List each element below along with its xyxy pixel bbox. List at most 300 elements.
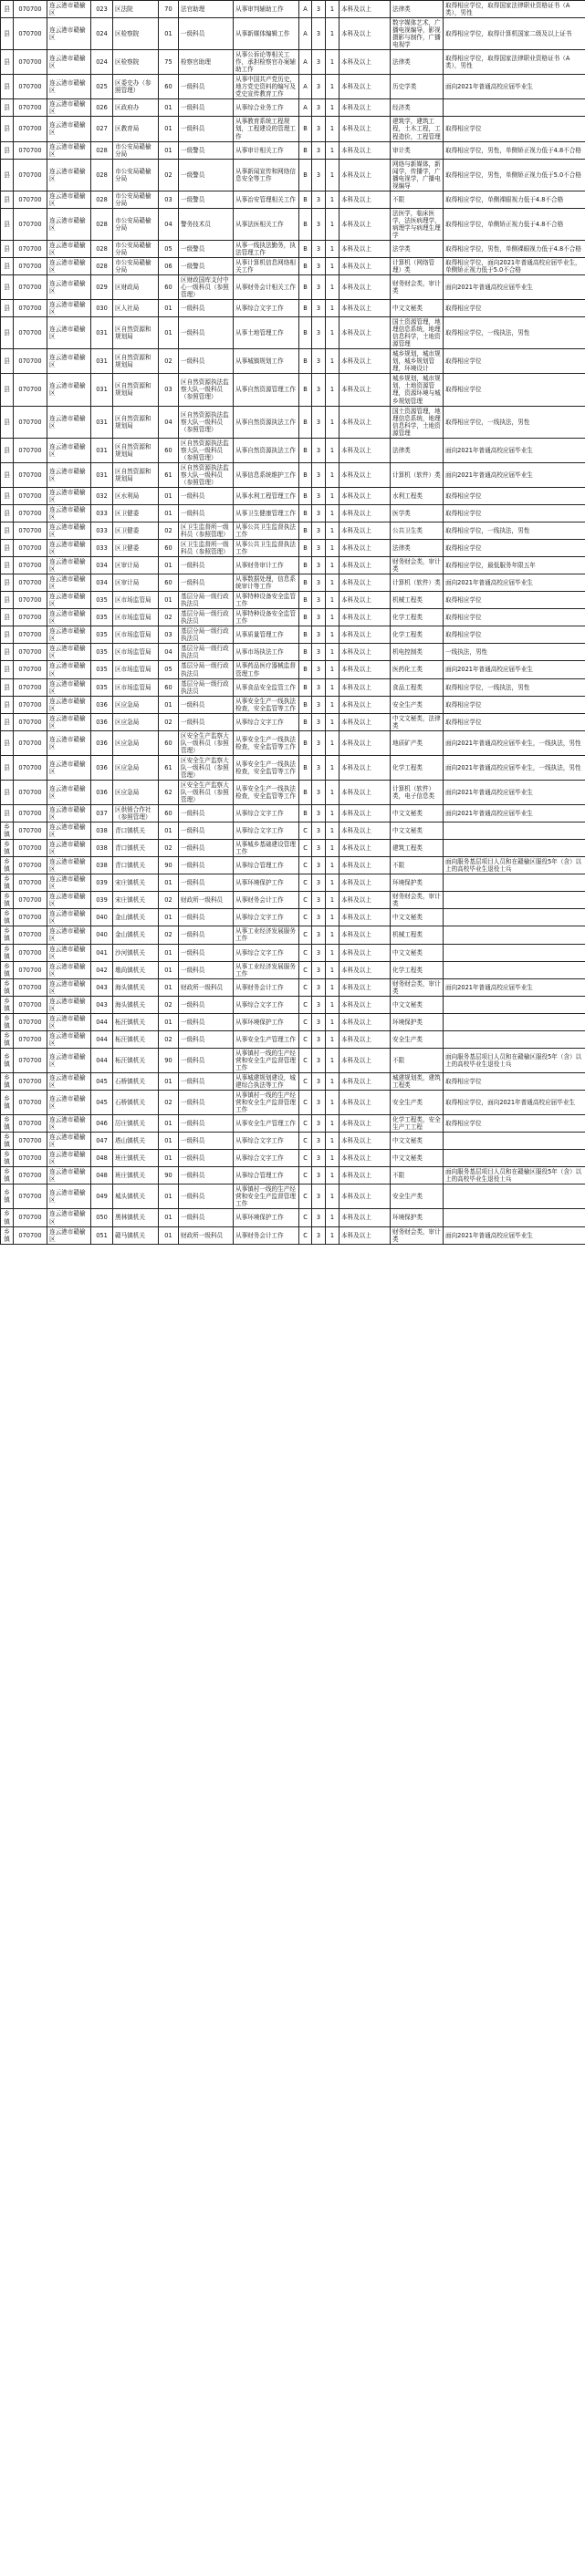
position-code-cell: 60 — [159, 730, 179, 755]
exam-category-cell: B — [299, 191, 312, 208]
major-cell: 中文文秘类 — [391, 1133, 444, 1150]
other-requirements-cell — [444, 874, 585, 892]
quota-cell: 1 — [326, 1, 340, 18]
level-cell: 乡镇 — [1, 1013, 14, 1030]
unit-name-cell: 市公安局赣榆分局 — [113, 257, 159, 274]
position-code-cell: 01 — [159, 557, 179, 574]
position-name-cell: 一级科员 — [179, 1091, 234, 1115]
region-name-cell: 连云港市赣榆区 — [47, 730, 91, 755]
level-cell: 县 — [1, 696, 14, 713]
region-name-cell: 连云港市赣榆区 — [47, 99, 91, 117]
job-description-cell: 从事新媒体编辑工作 — [234, 18, 299, 50]
ratio-cell: 3 — [312, 944, 326, 961]
unit-name-cell: 区市场监管局 — [113, 644, 159, 661]
quota-cell: 1 — [326, 462, 340, 487]
ratio-cell: 3 — [312, 487, 326, 504]
table-row — [1, 661, 585, 678]
quota-cell: 1 — [326, 300, 340, 317]
level-cell: 县 — [1, 644, 14, 661]
education-cell: 本科及以上 — [340, 857, 391, 874]
region-name-cell: 连云港市赣榆区 — [47, 300, 91, 317]
position-name-cell: 区自然资源执法监察大队一级科员（参照管理） — [179, 406, 234, 438]
table-row — [1, 1091, 585, 1115]
other-requirements-cell: 取得相应学位，一线执法，男性 — [444, 678, 585, 696]
level-cell: 县 — [1, 240, 14, 257]
unit-code-cell: 026 — [91, 99, 113, 117]
ratio-cell: 3 — [312, 574, 326, 592]
unit-name-cell: 宋庄镇机关 — [113, 892, 159, 909]
ratio-cell: 3 — [312, 18, 326, 50]
job-description-cell: 从事安全生产一线执法检查，安全监管等工作 — [234, 780, 299, 804]
quota-cell: 1 — [326, 609, 340, 626]
unit-code-cell: 025 — [91, 75, 113, 99]
other-requirements-cell: 面向服务基层项目人员和在赣榆区服役5年（含）以上的高校毕业生退役士兵 — [444, 1048, 585, 1072]
position-code-cell: 02 — [159, 522, 179, 539]
job-description-cell: 从事综合文字工作 — [234, 909, 299, 926]
job-description-cell: 从事计算机信息网络相关工作 — [234, 257, 299, 274]
unit-code-cell: 044 — [91, 1013, 113, 1030]
unit-code-cell: 043 — [91, 978, 113, 996]
unit-code-cell: 039 — [91, 874, 113, 892]
education-cell: 本科及以上 — [340, 755, 391, 780]
region-code-cell: 070700 — [14, 840, 47, 857]
region-name-cell: 连云港市赣榆区 — [47, 926, 91, 944]
education-cell: 本科及以上 — [340, 300, 391, 317]
education-cell: 本科及以上 — [340, 349, 391, 374]
quota-cell: 1 — [326, 159, 340, 191]
position-code-cell: 90 — [159, 1048, 179, 1072]
position-name-cell: 一级科员 — [179, 1150, 234, 1167]
education-cell: 本科及以上 — [340, 1, 391, 18]
exam-category-cell: B — [299, 805, 312, 822]
position-name-cell: 一级科员 — [179, 1185, 234, 1209]
ratio-cell: 3 — [312, 755, 326, 780]
unit-code-cell: 028 — [91, 257, 113, 274]
position-code-cell: 02 — [159, 1030, 179, 1048]
table-row — [1, 257, 585, 274]
unit-name-cell: 市公安局赣榆分局 — [113, 240, 159, 257]
region-code-cell: 070700 — [14, 1115, 47, 1133]
exam-category-cell: B — [299, 159, 312, 191]
unit-name-cell: 班庄镇机关 — [113, 1167, 159, 1185]
table-row — [1, 1048, 585, 1072]
unit-name-cell: 区政府办 — [113, 99, 159, 117]
quota-cell: 1 — [326, 944, 340, 961]
education-cell: 本科及以上 — [340, 1167, 391, 1185]
education-cell: 本科及以上 — [340, 996, 391, 1013]
table-row — [1, 857, 585, 874]
other-requirements-cell: 取得相应学位 — [444, 609, 585, 626]
job-description-cell: 从事城建规划建设，城建综合执法等工作 — [234, 1072, 299, 1090]
quota-cell: 1 — [326, 487, 340, 504]
job-description-cell: 从事综合管理工作 — [234, 857, 299, 874]
level-cell: 县 — [1, 574, 14, 592]
ratio-cell: 3 — [312, 141, 326, 159]
other-requirements-cell: 面向2021年普通高校应届毕业生 — [444, 275, 585, 300]
major-cell: 计算机（软件）类 — [391, 574, 444, 592]
exam-category-cell: B — [299, 696, 312, 713]
unit-code-cell: 045 — [91, 1091, 113, 1115]
region-code-cell: 070700 — [14, 557, 47, 574]
major-cell: 食品工程类 — [391, 678, 444, 696]
unit-code-cell: 028 — [91, 240, 113, 257]
region-name-cell: 连云港市赣榆区 — [47, 661, 91, 678]
unit-code-cell: 031 — [91, 462, 113, 487]
major-cell: 化学工程类 — [391, 755, 444, 780]
other-requirements-cell: 取得相应学位，一线执法，男性 — [444, 406, 585, 438]
position-code-cell: 02 — [159, 1091, 179, 1115]
exam-category-cell: B — [299, 462, 312, 487]
position-code-cell: 61 — [159, 462, 179, 487]
quota-cell: 1 — [326, 406, 340, 438]
quota-cell: 1 — [326, 522, 340, 539]
ratio-cell: 3 — [312, 540, 326, 557]
exam-category-cell: C — [299, 1115, 312, 1133]
region-name-cell: 连云港市赣榆区 — [47, 18, 91, 50]
unit-code-cell: 044 — [91, 1048, 113, 1072]
position-code-cell: 60 — [159, 805, 179, 822]
position-code-cell: 01 — [159, 317, 179, 349]
education-cell: 本科及以上 — [340, 1048, 391, 1072]
ratio-cell: 3 — [312, 661, 326, 678]
position-name-cell: 区安全生产监察大队一级科员（参照管理） — [179, 730, 234, 755]
exam-category-cell: B — [299, 317, 312, 349]
other-requirements-cell: 取得相应学位，单侧矫正视力低于4.8不合格 — [444, 208, 585, 240]
education-cell: 本科及以上 — [340, 1133, 391, 1150]
exam-category-cell: C — [299, 1013, 312, 1030]
level-cell: 县 — [1, 1, 14, 18]
job-description-cell: 从事一线执法勤务，执法管理工作 — [234, 240, 299, 257]
region-code-cell: 070700 — [14, 117, 47, 141]
table-row — [1, 730, 585, 755]
job-description-cell: 从事综合文字工作 — [234, 944, 299, 961]
other-requirements-cell: 取得相应学位 — [444, 1115, 585, 1133]
exam-category-cell: B — [299, 574, 312, 592]
region-name-cell: 连云港市赣榆区 — [47, 1072, 91, 1090]
unit-code-cell: 037 — [91, 805, 113, 822]
unit-code-cell: 038 — [91, 857, 113, 874]
level-cell: 县 — [1, 300, 14, 317]
region-code-cell: 070700 — [14, 406, 47, 438]
region-name-cell: 连云港市赣榆区 — [47, 713, 91, 730]
region-code-cell: 070700 — [14, 438, 47, 462]
table-row — [1, 504, 585, 522]
ratio-cell: 3 — [312, 1091, 326, 1115]
position-code-cell: 60 — [159, 678, 179, 696]
level-cell: 县 — [1, 349, 14, 374]
exam-category-cell: B — [299, 438, 312, 462]
exam-category-cell: C — [299, 996, 312, 1013]
exam-category-cell: B — [299, 522, 312, 539]
major-cell: 城建规划类，建筑工程类 — [391, 1072, 444, 1090]
region-code-cell: 070700 — [14, 978, 47, 996]
level-cell: 县 — [1, 257, 14, 274]
other-requirements-cell: 面向2021年普通高校应届毕业生 — [444, 780, 585, 804]
position-name-cell: 一级警员 — [179, 240, 234, 257]
level-cell: 县 — [1, 626, 14, 644]
ratio-cell: 3 — [312, 240, 326, 257]
other-requirements-cell — [444, 1030, 585, 1048]
job-description-cell: 从事工业经济发展服务工作 — [234, 926, 299, 944]
position-code-cell: 01 — [159, 592, 179, 609]
unit-code-cell: 042 — [91, 961, 113, 978]
quota-cell: 1 — [326, 1013, 340, 1030]
region-name-cell: 连云港市赣榆区 — [47, 374, 91, 406]
quota-cell: 1 — [326, 840, 340, 857]
table-row — [1, 275, 585, 300]
table-row — [1, 822, 585, 840]
quota-cell: 1 — [326, 1209, 340, 1226]
quota-cell: 1 — [326, 1048, 340, 1072]
unit-code-cell: 028 — [91, 208, 113, 240]
major-cell: 环境保护类 — [391, 1209, 444, 1226]
level-cell: 县 — [1, 406, 14, 438]
region-code-cell: 070700 — [14, 257, 47, 274]
region-name-cell: 连云港市赣榆区 — [47, 574, 91, 592]
exam-category-cell: B — [299, 780, 312, 804]
major-cell: 城乡规划，城市规划，土地资源管理，资源环境与城乡规划管理 — [391, 374, 444, 406]
level-cell: 乡镇 — [1, 909, 14, 926]
education-cell: 本科及以上 — [340, 504, 391, 522]
quota-cell: 1 — [326, 926, 340, 944]
other-requirements-cell: 取得相应学位 — [444, 374, 585, 406]
position-name-cell: 区安全生产监察大队一级科员（参照管理） — [179, 780, 234, 804]
education-cell: 本科及以上 — [340, 1209, 391, 1226]
position-name-cell: 一级科员 — [179, 487, 234, 504]
major-cell: 水利工程类 — [391, 487, 444, 504]
exam-category-cell: B — [299, 504, 312, 522]
major-cell: 不限 — [391, 1167, 444, 1185]
job-description-cell: 从事综合文字工作 — [234, 1133, 299, 1150]
position-code-cell: 01 — [159, 1013, 179, 1030]
region-code-cell: 070700 — [14, 780, 47, 804]
ratio-cell: 3 — [312, 1133, 326, 1150]
position-name-cell: 一级科员 — [179, 300, 234, 317]
quota-cell: 1 — [326, 1030, 340, 1048]
position-code-cell: 61 — [159, 755, 179, 780]
ratio-cell: 3 — [312, 191, 326, 208]
unit-code-cell: 048 — [91, 1167, 113, 1185]
major-cell: 中文文秘类 — [391, 822, 444, 840]
region-name-cell: 连云港市赣榆区 — [47, 755, 91, 780]
level-cell: 县 — [1, 713, 14, 730]
unit-code-cell: 041 — [91, 944, 113, 961]
major-cell: 安全生产类 — [391, 1030, 444, 1048]
unit-code-cell: 030 — [91, 300, 113, 317]
level-cell: 乡镇 — [1, 857, 14, 874]
job-description-cell: 从事城乡基础建设管理工作 — [234, 840, 299, 857]
position-name-cell: 区财政国库支付中心一级科员（参照管理） — [179, 275, 234, 300]
unit-code-cell: 036 — [91, 713, 113, 730]
ratio-cell: 3 — [312, 805, 326, 822]
quota-cell: 1 — [326, 540, 340, 557]
major-cell: 化学工程类 — [391, 626, 444, 644]
level-cell: 乡镇 — [1, 944, 14, 961]
unit-code-cell: 045 — [91, 1072, 113, 1090]
quota-cell: 1 — [326, 822, 340, 840]
position-code-cell: 60 — [159, 75, 179, 99]
region-name-cell: 连云港市赣榆区 — [47, 696, 91, 713]
level-cell: 乡镇 — [1, 978, 14, 996]
region-name-cell: 连云港市赣榆区 — [47, 557, 91, 574]
position-code-cell: 02 — [159, 926, 179, 944]
quota-cell: 1 — [326, 696, 340, 713]
position-code-cell: 60 — [159, 540, 179, 557]
quota-cell: 1 — [326, 275, 340, 300]
major-cell: 化学工程类 — [391, 961, 444, 978]
unit-code-cell: 035 — [91, 592, 113, 609]
ratio-cell: 3 — [312, 822, 326, 840]
unit-name-cell: 赣马镇机关 — [113, 1226, 159, 1244]
quota-cell: 1 — [326, 661, 340, 678]
region-name-cell: 连云港市赣榆区 — [47, 892, 91, 909]
region-code-cell: 070700 — [14, 1072, 47, 1090]
education-cell: 本科及以上 — [340, 275, 391, 300]
major-cell: 不限 — [391, 191, 444, 208]
job-description-cell: 从事自然资源执法工作 — [234, 438, 299, 462]
unit-name-cell: 区市场监管局 — [113, 609, 159, 626]
other-requirements-cell: 取得相应学位 — [444, 626, 585, 644]
quota-cell: 1 — [326, 574, 340, 592]
major-cell: 数字媒体艺术，广播电视编导，影视摄影与制作，广播电视学 — [391, 18, 444, 50]
exam-category-cell: C — [299, 1072, 312, 1090]
major-cell: 环境保护类 — [391, 1013, 444, 1030]
position-code-cell: 01 — [159, 909, 179, 926]
position-name-cell: 检察官助理 — [179, 50, 234, 75]
level-cell: 县 — [1, 487, 14, 504]
position-code-cell: 01 — [159, 961, 179, 978]
table-row — [1, 780, 585, 804]
other-requirements-cell — [444, 822, 585, 840]
ratio-cell: 3 — [312, 592, 326, 609]
region-code-cell: 070700 — [14, 240, 47, 257]
major-cell: 法律类 — [391, 438, 444, 462]
unit-name-cell: 区市场监管局 — [113, 661, 159, 678]
region-name-cell: 连云港市赣榆区 — [47, 522, 91, 539]
education-cell: 本科及以上 — [340, 926, 391, 944]
job-description-cell: 从事质量管理工作 — [234, 626, 299, 644]
ratio-cell: 3 — [312, 159, 326, 191]
quota-cell: 1 — [326, 755, 340, 780]
position-name-cell: 一级科员 — [179, 822, 234, 840]
position-name-cell: 一级科员 — [179, 944, 234, 961]
other-requirements-cell: 取得相应学位 — [444, 349, 585, 374]
education-cell: 本科及以上 — [340, 240, 391, 257]
position-code-cell: 01 — [159, 1072, 179, 1090]
position-name-cell: 法官助理 — [179, 1, 234, 18]
job-description-cell: 从事环境保护工作 — [234, 1013, 299, 1030]
major-cell: 机电控制类 — [391, 644, 444, 661]
table-row — [1, 462, 585, 487]
region-name-cell: 连云港市赣榆区 — [47, 1226, 91, 1244]
unit-code-cell: 031 — [91, 438, 113, 462]
major-cell: 机械工程类 — [391, 926, 444, 944]
education-cell: 本科及以上 — [340, 892, 391, 909]
region-name-cell: 连云港市赣榆区 — [47, 1150, 91, 1167]
education-cell: 本科及以上 — [340, 592, 391, 609]
region-code-cell: 070700 — [14, 730, 47, 755]
other-requirements-cell: 面向2021年普通高校应届毕业生 — [444, 574, 585, 592]
major-cell: 中文文秘类 — [391, 300, 444, 317]
position-code-cell: 02 — [159, 713, 179, 730]
region-name-cell: 连云港市赣榆区 — [47, 996, 91, 1013]
quota-cell: 1 — [326, 349, 340, 374]
job-description-cell: 从事综合文字工作 — [234, 996, 299, 1013]
level-cell: 县 — [1, 522, 14, 539]
other-requirements-cell: 面向服务基层项目人员和在赣榆区服役5年（含）以上的高校毕业生退役士兵 — [444, 857, 585, 874]
region-code-cell: 070700 — [14, 592, 47, 609]
education-cell: 本科及以上 — [340, 438, 391, 462]
table-row — [1, 18, 585, 50]
unit-name-cell: 海头镇机关 — [113, 996, 159, 1013]
ratio-cell: 3 — [312, 504, 326, 522]
major-cell: 地质矿产类 — [391, 730, 444, 755]
unit-code-cell: 049 — [91, 1185, 113, 1209]
position-name-cell: 基层分局一级行政执法员 — [179, 678, 234, 696]
position-code-cell: 60 — [159, 438, 179, 462]
position-name-cell: 一级科员 — [179, 1013, 234, 1030]
region-name-cell: 连云港市赣榆区 — [47, 609, 91, 626]
unit-name-cell: 区应急局 — [113, 713, 159, 730]
job-description-cell: 从事公共卫生监督执法工作 — [234, 522, 299, 539]
unit-code-cell: 024 — [91, 50, 113, 75]
unit-name-cell: 区自然资源和规划局 — [113, 406, 159, 438]
table-row — [1, 1, 585, 18]
education-cell: 本科及以上 — [340, 1115, 391, 1133]
major-cell: 财务财会类，审计类 — [391, 557, 444, 574]
other-requirements-cell: 面向2021年普通高校应届毕业生，一线执法，男性 — [444, 730, 585, 755]
region-code-cell: 070700 — [14, 1091, 47, 1115]
job-description-cell: 从事综合文字工作 — [234, 713, 299, 730]
level-cell: 乡镇 — [1, 1072, 14, 1090]
job-description-cell: 从事镇村一线的生产经营和安全生产监督管理工作 — [234, 1185, 299, 1209]
major-cell: 财务财会类，审计类 — [391, 892, 444, 909]
education-cell: 本科及以上 — [340, 1072, 391, 1090]
quota-cell: 1 — [326, 240, 340, 257]
education-cell: 本科及以上 — [340, 1226, 391, 1244]
unit-name-cell: 沙河镇机关 — [113, 944, 159, 961]
region-code-cell: 070700 — [14, 275, 47, 300]
education-cell: 本科及以上 — [340, 574, 391, 592]
region-name-cell: 连云港市赣榆区 — [47, 961, 91, 978]
unit-name-cell: 区自然资源和规划局 — [113, 462, 159, 487]
quota-cell: 1 — [326, 141, 340, 159]
other-requirements-cell: 取得相应学位，一线执法，男性 — [444, 522, 585, 539]
exam-category-cell: C — [299, 1209, 312, 1226]
position-code-cell: 03 — [159, 191, 179, 208]
quota-cell: 1 — [326, 99, 340, 117]
major-cell: 中文文秘类 — [391, 944, 444, 961]
other-requirements-cell — [444, 944, 585, 961]
unit-name-cell: 城头镇机关 — [113, 1185, 159, 1209]
region-code-cell: 070700 — [14, 1150, 47, 1167]
education-cell: 本科及以上 — [340, 257, 391, 274]
region-code-cell: 070700 — [14, 349, 47, 374]
level-cell: 县 — [1, 755, 14, 780]
position-code-cell: 02 — [159, 349, 179, 374]
region-code-cell: 070700 — [14, 996, 47, 1013]
table-row — [1, 1072, 585, 1090]
exam-category-cell: B — [299, 644, 312, 661]
ratio-cell: 3 — [312, 1185, 326, 1209]
unit-code-cell: 033 — [91, 504, 113, 522]
ratio-cell: 3 — [312, 349, 326, 374]
unit-name-cell: 区卫健委 — [113, 504, 159, 522]
job-description-cell: 从事城镇规划工作 — [234, 349, 299, 374]
other-requirements-cell — [444, 99, 585, 117]
quota-cell: 1 — [326, 1091, 340, 1115]
unit-code-cell: 035 — [91, 644, 113, 661]
